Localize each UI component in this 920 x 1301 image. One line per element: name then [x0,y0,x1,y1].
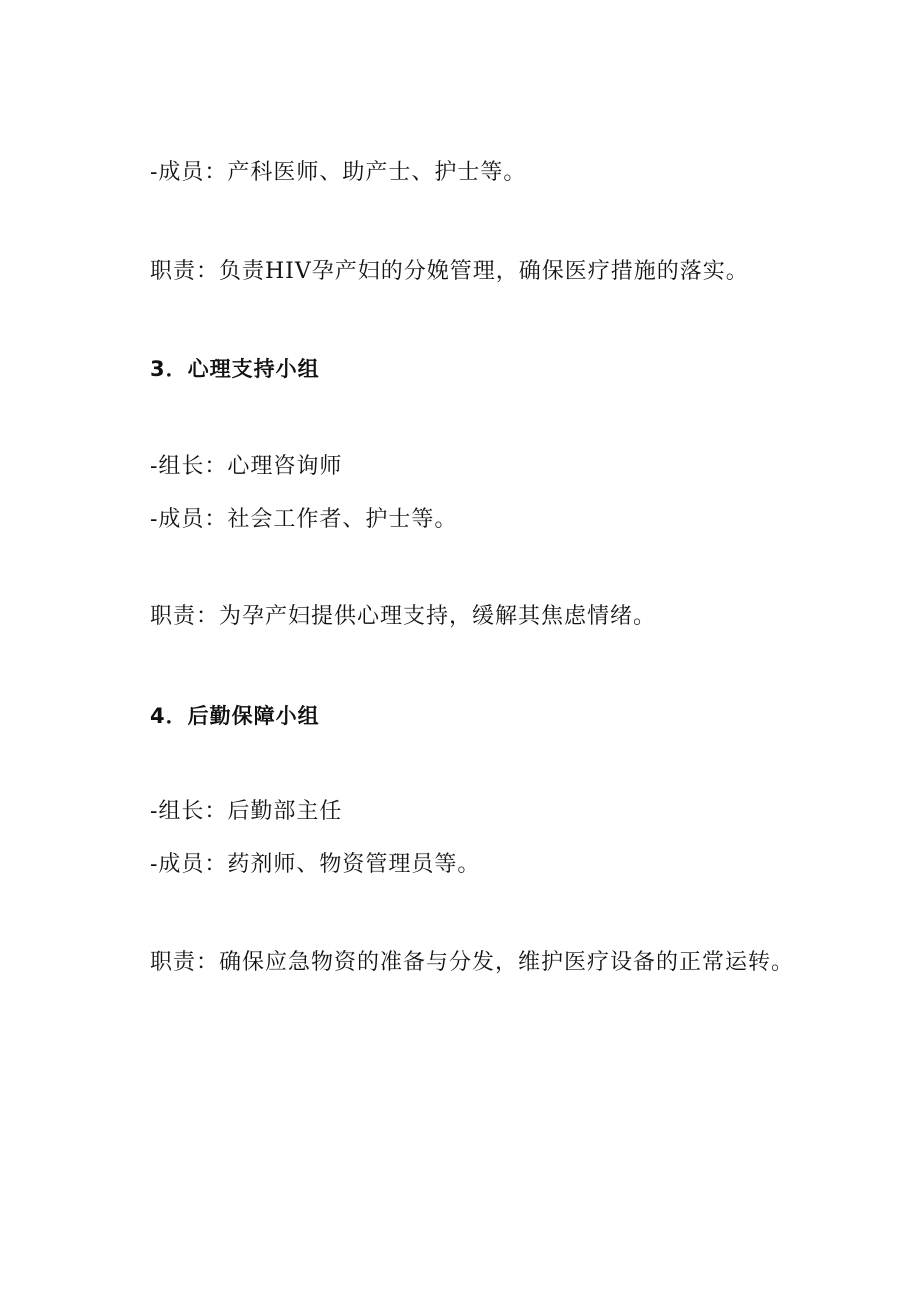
group2-duty: 职责：负责HIV孕产妇的分娩管理，确保医疗措施的落实。 [150,259,749,284]
group3-duty: 职责：为孕产妇提供心理支持，缓解其焦虑情绪。 [150,604,657,629]
group3-members: -成员：社会工作者、护士等。 [150,507,458,532]
group4-leader: -组长：后勤部主任 [150,799,343,824]
group3-leader: -组长：心理咨询师 [150,454,343,479]
group2-members: -成员：产科医师、助产士、护士等。 [150,160,527,185]
group3-heading: 3．心理支持小组 [150,357,320,381]
group4-heading: 4．后勤保障小组 [150,704,320,728]
group4-duty: 职责：确保应急物资的准备与分发，维护医疗设备的正常运转。 [150,950,795,975]
group4-members: -成员：药剂师、物资管理员等。 [150,852,481,877]
